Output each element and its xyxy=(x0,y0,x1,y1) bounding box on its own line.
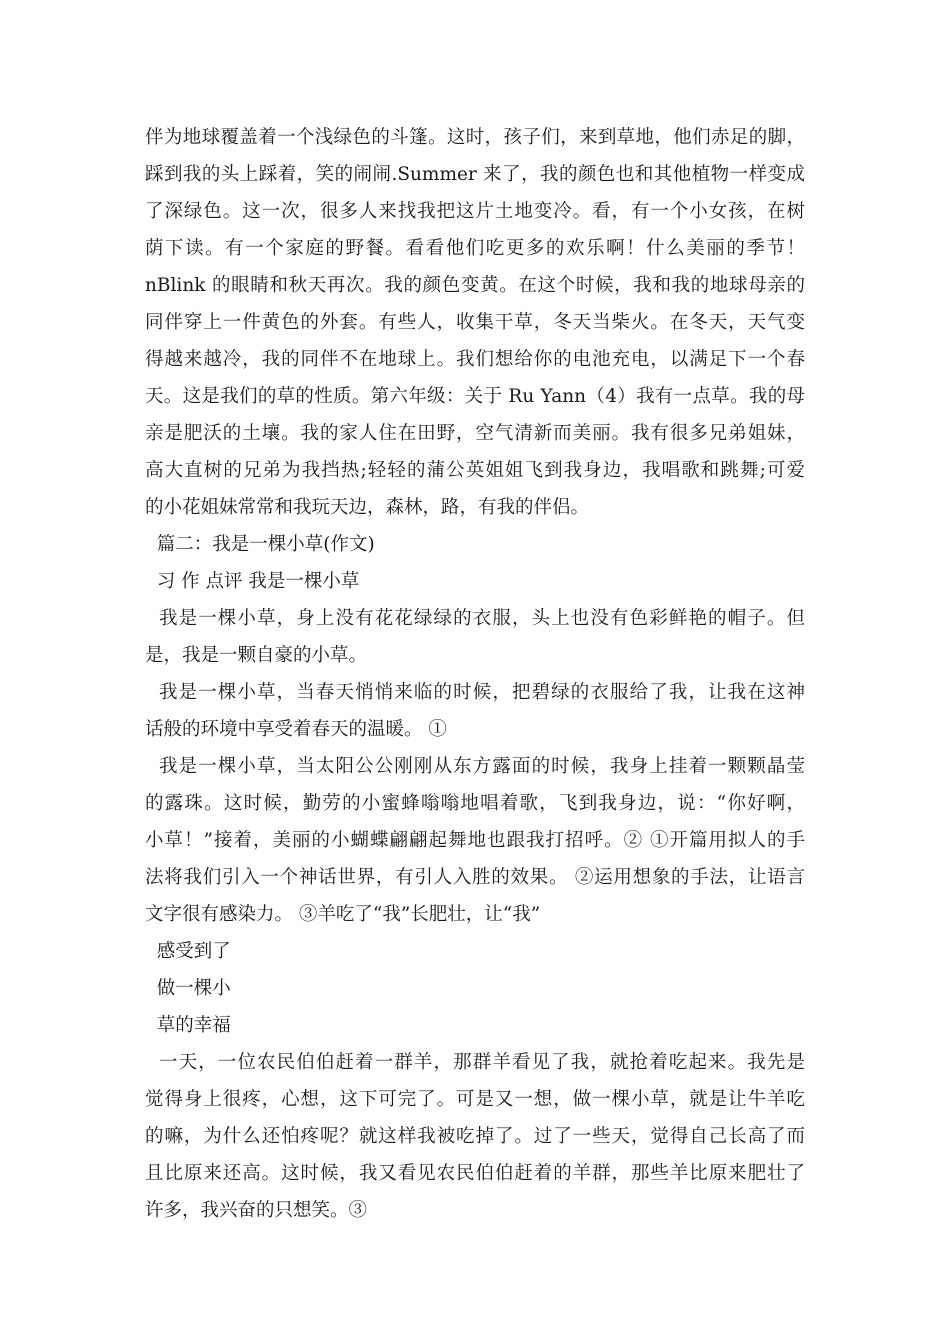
text-line: 是，我是一颗自豪的小草。 xyxy=(145,645,368,666)
text-line: 天。这是我们的草的性质。第六年级：关于 Ru Yann（4）我有一点草。我的母 xyxy=(145,386,805,407)
text-line: 亲是肥沃的土壤。我的家人住在田野，空气清新而美丽。我有很多兄弟姐妹， xyxy=(145,423,805,444)
text-line: 的小花姐妹常常和我玩天边，森林，路，有我的伴侣。 xyxy=(145,497,590,518)
text-line: nBlink 的眼睛和秋天再次。我的颜色变黄。在这个时候，我和我的地球母亲的 xyxy=(145,275,805,296)
text-line: 我是一棵小草，当太阳公公刚刚从东方露面的时候，我身上挂着一颗颗晶莹 xyxy=(145,756,805,777)
section-heading: 篇二：我是一棵小草(作文) xyxy=(145,534,375,555)
text-line: 草的幸福 xyxy=(145,1015,231,1036)
text-line: 的露珠。这时候，勤劳的小蜜蜂嗡嗡地唱着歌，飞到我身边，说：“你好啊， xyxy=(145,793,805,814)
text-line: 感受到了 xyxy=(145,941,231,962)
text-line: 同伴穿上一件黄色的外套。有些人，收集干草，冬天当柴火。在冬天，天气变 xyxy=(145,312,805,333)
text-line: 了深绿色。这一次，很多人来找我把这片土地变冷。看，有一个小女孩，在树 xyxy=(145,201,805,222)
text-line: 的嘛，为什么还怕疼呢？就这样我被吃掉了。过了一些天，觉得自己长高了而 xyxy=(145,1126,805,1147)
text-line: 觉得身上很疼，心想，这下可完了。可是又一想，做一棵小草，就是让牛羊吃 xyxy=(145,1089,805,1110)
text-line: 我是一棵小草，身上没有花花绿绿的衣服，头上也没有色彩鲜艳的帽子。但 xyxy=(145,608,805,629)
text-line: 荫下读。有一个家庭的野餐。看看他们吃更多的欢乐啊！什么美丽的季节！ xyxy=(145,238,805,259)
text-line: 得越来越冷，我的同伴不在地球上。我们想给你的电池充电，以满足下一个春 xyxy=(145,349,805,370)
text-line: 小草！”接着，美丽的小蝴蝶翩翩起舞地也跟我打招呼。② ①开篇用拟人的手 xyxy=(145,830,805,851)
text-line: 做一棵小 xyxy=(145,978,231,999)
text-line: 伴为地球覆盖着一个浅绿色的斗篷。这时，孩子们，来到草地，他们赤足的脚， xyxy=(145,127,805,148)
text-line: 法将我们引入一个神话世界，有引人入胜的效果。 ②运用想象的手法，让语言 xyxy=(145,867,805,888)
text-line: 许多，我兴奋的只想笑。③ xyxy=(145,1200,368,1221)
text-line: 我是一棵小草，当春天悄悄来临的时候，把碧绿的衣服给了我，让我在这神 xyxy=(145,682,805,703)
text-line: 文字很有感染力。 ③羊吃了“我”长肥壮，让“我” xyxy=(145,904,541,925)
text-line: 话般的环境中享受着春天的温暖。 ① xyxy=(145,719,447,740)
text-line: 且比原来还高。这时候，我又看见农民伯伯赶着的羊群，那些羊比原来肥壮了 xyxy=(145,1163,805,1184)
text-line: 高大直树的兄弟为我挡热;轻轻的蒲公英姐姐飞到我身边，我唱歌和跳舞;可爱 xyxy=(145,460,805,481)
subheading: 习 作 点评 我是一棵小草 xyxy=(145,571,360,592)
text-line: 一天，一位农民伯伯赶着一群羊，那群羊看见了我，就抢着吃起来。我先是 xyxy=(145,1052,805,1073)
text-line: 踩到我的头上踩着，笑的闹闹.Summer 来了，我的颜色也和其他植物一样变成 xyxy=(145,164,805,185)
document-body xyxy=(145,119,805,1229)
